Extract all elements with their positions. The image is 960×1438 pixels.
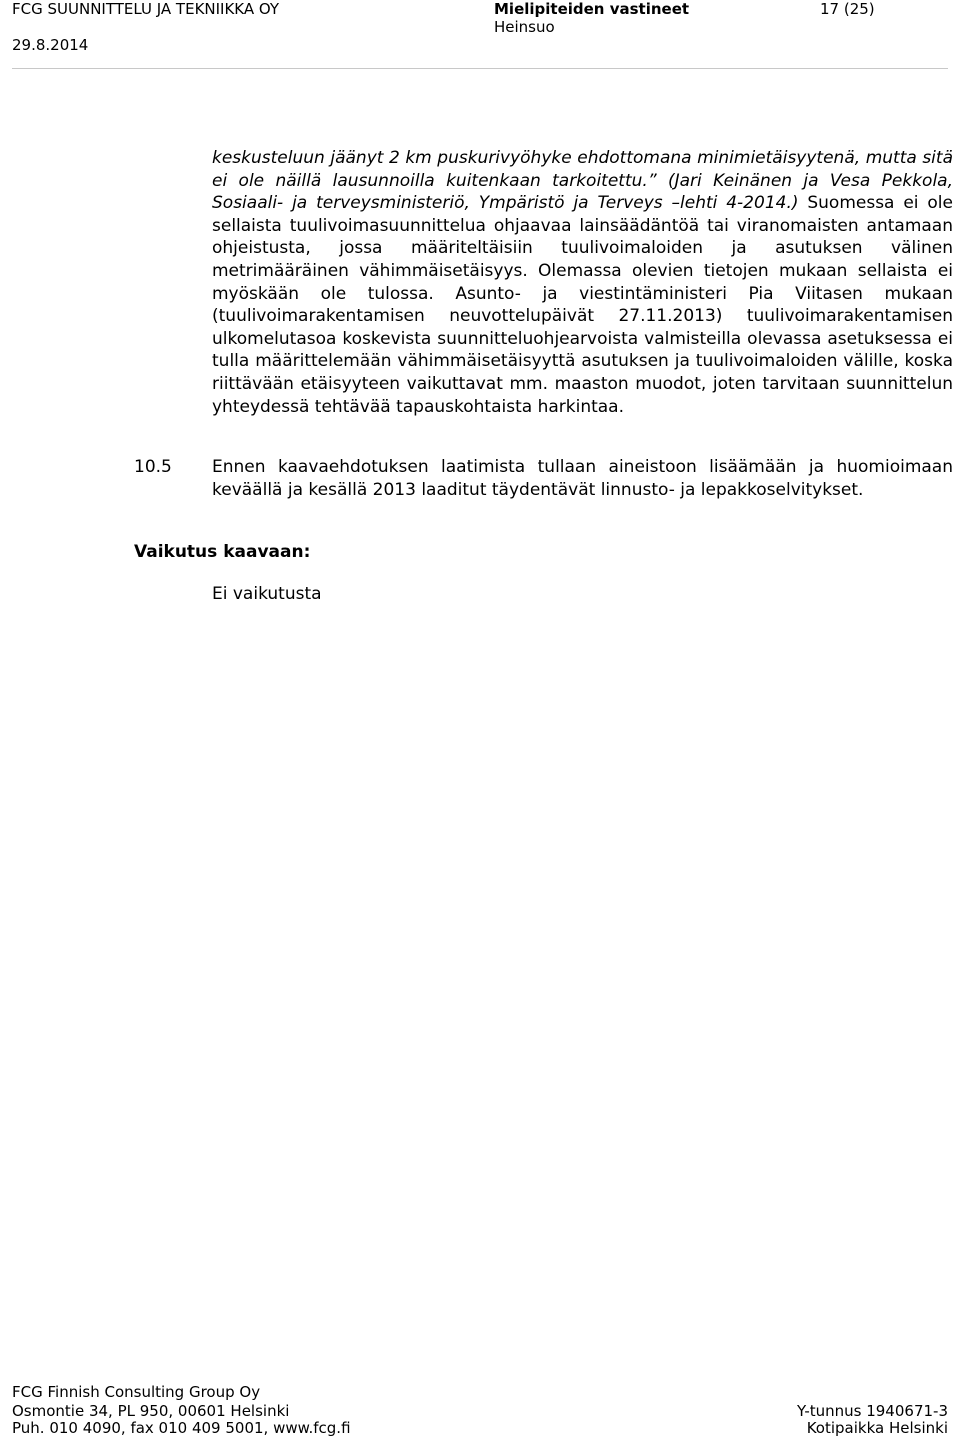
header-company: FCG SUUNNITTELU JA TEKNIIKKA OY — [12, 0, 280, 18]
response-text: Suomessa ei ole sellaista tuulivoimasuunnittelua ohjaavaa lainsäädäntöä tai viranomaisten antamaan ohjeistusta, jossa määriteltäisiin tuulivoimaloiden ja asutuksen välinen metrimääräinen vähimmäisetäisyys. Olemassa olevien tietojen mukaan sellaista ei myöskään ole tulossa. Asunto- ja viestintäministeri Pia Viitasen mukaan (tuulivoimarakentamisen neuvottelupäivät 27.11.2013) tuulivoimarakentamisen ulkomelutasoa koskevista suunnitteluohjearvoista valmisteilla olevassa asetuksessa ei tulla määrittelemään vähimmäisetäisyyttä asutuksen ja tuulivoimaloiden välille, koska riittävään etäisyyteen vaikuttavat mm. maaston muodot, joten tarvitaan suunnittelun yhteydessä tehtävää tapauskohtaista harkintaa. — [212, 193, 953, 417]
footer-business-id: Y-tunnus 1940671-3 — [796, 1402, 948, 1420]
response-paragraph — [212, 147, 953, 418]
quoted-text: keskusteluun jäänyt 2 km puskurivyöhyke ehdottomana minimietäisyytenä, mutta sitä ei ole näillä lausunnoilla kuitenkaan tarkoitettu.” (Jari Keinänen ja Vesa Pekkola, Sosiaali- ja terveysministeriö, Ympäristö ja Terveys –lehti 4-2014.) — [212, 148, 953, 214]
footer-phone: Puh. 010 4090, fax 010 409 5001, www.fcg.fi — [12, 1419, 351, 1437]
header-divider — [12, 68, 948, 69]
footer-company: FCG Finnish Consulting Group Oy — [12, 1383, 261, 1401]
footer-address: Osmontie 34, PL 950, 00601 Helsinki — [12, 1402, 290, 1420]
header-date: 29.8.2014 — [12, 36, 89, 54]
footer-domicile: Kotipaikka Helsinki — [806, 1419, 948, 1437]
header-place: Heinsuo — [494, 18, 555, 36]
header-title: Mielipiteiden vastineet — [494, 0, 690, 18]
item-text: Ennen kaavaehdotuksen laatimista tullaan aineistoon lisäämään ja huomioimaan keväällä ja kesällä 2013 laaditut täydentävät linnusto- ja lepakkoselvitykset. — [212, 457, 953, 500]
effect-label: Vaikutus kaavaan: — [134, 542, 311, 562]
effect-value: Ei vaikutusta — [212, 584, 322, 604]
header-page-number: 17 (25) — [820, 0, 875, 18]
item-number: 10.5 — [134, 457, 172, 477]
